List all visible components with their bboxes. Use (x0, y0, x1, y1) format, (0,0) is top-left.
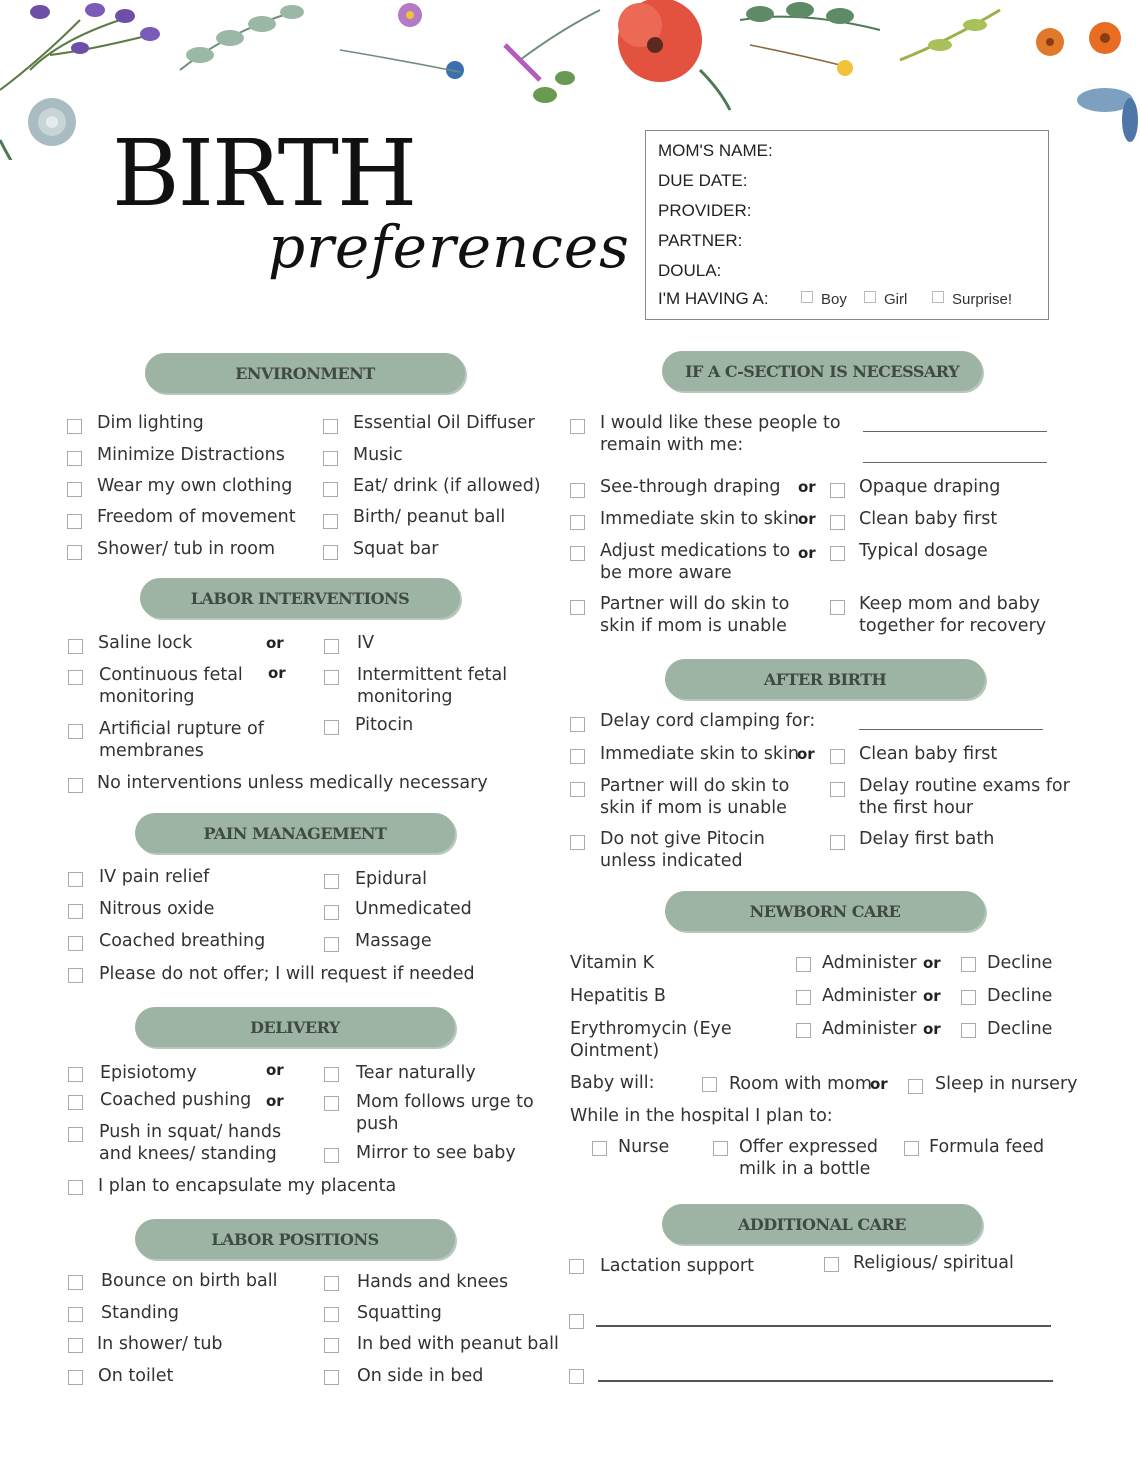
keep-together-checkbox[interactable] (830, 600, 845, 615)
eat-drink-checkbox[interactable] (323, 482, 338, 497)
vitamin-k-administer-label: Administer (822, 953, 917, 973)
hepatitis-b-administer-label: Administer (822, 986, 917, 1006)
hepatitis-b-decline-label: Decline (987, 986, 1053, 1006)
cs-clean-baby-label: Clean baby first (859, 509, 998, 529)
im-having-label: I'M HAVING A: (658, 289, 769, 308)
do-not-offer-checkbox[interactable] (68, 968, 83, 983)
erythromycin-decline-label: Decline (987, 1019, 1053, 1039)
purple-flowers-icon (0, 3, 160, 90)
boy-checkbox[interactable] (801, 291, 813, 303)
provider-label: PROVIDER: (658, 201, 752, 220)
opaque-draping-label: Opaque draping (859, 477, 1001, 497)
own-clothing-checkbox[interactable] (67, 482, 82, 497)
girl-option[interactable]: Girl (864, 291, 907, 308)
tear-naturally-checkbox[interactable] (324, 1067, 339, 1082)
cs-skin-to-skin-label: Immediate skin to skin (600, 509, 800, 529)
toilet-checkbox[interactable] (68, 1370, 83, 1385)
partner-label: PARTNER: (658, 231, 743, 250)
ab-clean-baby-checkbox[interactable] (830, 749, 845, 764)
typical-dosage-checkbox[interactable] (830, 546, 845, 561)
surprise-option[interactable]: Surprise! (932, 291, 1012, 308)
hepatitis-b-decline-checkbox[interactable] (961, 990, 976, 1005)
or-label: or (923, 987, 941, 1005)
environment-heading: ENVIRONMENT (145, 353, 465, 393)
standing-label: Standing (101, 1303, 179, 1323)
shower-tub-checkbox[interactable] (67, 545, 82, 560)
ab-skin-to-skin-checkbox[interactable] (570, 749, 585, 764)
adjust-medications-label: Adjust medications to be more aware (600, 541, 791, 583)
lactation-support-label: Lactation support (600, 1256, 754, 1276)
people-remain-label: I would like these people to remain with me: (600, 413, 841, 455)
surprise-checkbox[interactable] (932, 291, 944, 303)
urge-to-push-checkbox[interactable] (324, 1096, 339, 1111)
doula-label: DOULA: (658, 261, 722, 280)
hands-knees-checkbox[interactable] (324, 1276, 339, 1291)
poppy-icon (618, 0, 730, 110)
boy-option[interactable]: Boy (801, 291, 847, 308)
delay-cord-line[interactable] (859, 729, 1043, 730)
or-label: or (797, 745, 815, 763)
episiotomy-label: Episiotomy (100, 1063, 197, 1083)
or-label: or (798, 478, 816, 496)
adjust-medications-checkbox[interactable] (570, 546, 585, 561)
or-label: or (923, 1020, 941, 1038)
push-squat-label: Push in squat/ hands and knees/ standing (99, 1122, 282, 1164)
intermittent-monitoring-checkbox[interactable] (324, 670, 339, 685)
religious-spiritual-label: Religious/ spiritual (853, 1253, 1014, 1273)
ab-clean-baby-label: Clean baby first (859, 744, 998, 764)
own-clothing-label: Wear my own clothing (97, 476, 293, 496)
erythromycin-label: Erythromycin (Eye Ointment) (570, 1019, 732, 1061)
delay-cord-label: Delay cord clamping for: (600, 711, 816, 731)
hands-knees-label: Hands and knees (357, 1272, 509, 1292)
vitamin-k-decline-checkbox[interactable] (961, 957, 976, 972)
rupture-membranes-checkbox[interactable] (68, 724, 83, 739)
or-label: or (798, 544, 816, 562)
squatting-label: Squatting (357, 1303, 442, 1323)
or-label: or (923, 954, 941, 972)
delay-cord-checkbox[interactable] (570, 717, 585, 732)
see-through-draping-label: See-through draping (600, 477, 781, 497)
squat-bar-checkbox[interactable] (323, 545, 338, 560)
girl-checkbox[interactable] (864, 291, 876, 303)
keep-together-label: Keep mom and baby together for recovery (859, 594, 1047, 636)
saline-lock-checkbox[interactable] (68, 639, 83, 654)
iv-pain-relief-label: IV pain relief (99, 867, 210, 887)
bed-peanut-ball-label: In bed with peanut ball (357, 1334, 559, 1354)
wildflower-icon (340, 3, 540, 80)
or-label: or (266, 1092, 284, 1110)
pain-management-heading: PAIN MANAGEMENT (135, 813, 455, 853)
saline-lock-label: Saline lock (98, 633, 193, 653)
sleep-in-nursery-label: Sleep in nursery (935, 1074, 1078, 1094)
c-section-heading: IF A C-SECTION IS NECESSARY (662, 351, 982, 391)
ab-partner-skin-checkbox[interactable] (570, 782, 585, 797)
peanut-ball-label: Birth/ peanut ball (353, 507, 506, 527)
unmedicated-checkbox[interactable] (324, 905, 339, 920)
typical-dosage-label: Typical dosage (859, 541, 988, 561)
delay-bath-label: Delay first bath (859, 829, 995, 849)
delivery-heading: DELIVERY (135, 1007, 455, 1047)
nurse-label: Nurse (618, 1137, 670, 1157)
moms-name-label: MOM'S NAME: (658, 141, 773, 160)
room-with-mom-label: Room with mom (729, 1074, 872, 1094)
hospital-plan-label: While in the hospital I plan to: (570, 1106, 833, 1126)
page-title: BIRTH (112, 120, 416, 227)
people-line-1[interactable] (863, 431, 1047, 432)
cs-partner-skin-label: Partner will do skin to skin if mom is unable (600, 594, 790, 636)
ab-skin-to-skin-label: Immediate skin to skin (600, 744, 800, 764)
eucalyptus-icon (180, 5, 600, 103)
birth-ball-checkbox[interactable] (68, 1275, 83, 1290)
rupture-membranes-label: Artificial rupture of membranes (99, 719, 264, 761)
intermittent-monitoring-label: Intermittent fetal monitoring (357, 665, 508, 707)
iv-label: IV (357, 633, 375, 653)
or-label: or (266, 1061, 284, 1079)
people-remain-checkbox[interactable] (570, 419, 585, 434)
epidural-checkbox[interactable] (324, 874, 339, 889)
massage-label: Massage (355, 931, 432, 951)
leafy-stem-icon (740, 2, 880, 76)
labor-positions-heading: LABOR POSITIONS (135, 1219, 455, 1259)
freedom-movement-checkbox[interactable] (67, 514, 82, 529)
coached-breathing-checkbox[interactable] (68, 936, 83, 951)
labor-interventions-heading: LABOR INTERVENTIONS (140, 578, 460, 618)
mirror-checkbox[interactable] (324, 1148, 339, 1163)
unmedicated-label: Unmedicated (355, 899, 472, 919)
bed-peanut-ball-checkbox[interactable] (324, 1338, 339, 1353)
opaque-draping-checkbox[interactable] (830, 483, 845, 498)
sleep-in-nursery-checkbox[interactable] (908, 1079, 923, 1094)
erythromycin-administer-checkbox[interactable] (796, 1023, 811, 1038)
custom-item-2-checkbox[interactable] (569, 1369, 584, 1384)
pitocin-checkbox[interactable] (324, 720, 339, 735)
coached-pushing-checkbox[interactable] (68, 1095, 83, 1110)
oil-diffuser-label: Essential Oil Diffuser (353, 413, 535, 433)
page-subtitle: preferences (268, 213, 630, 281)
birth-ball-label: Bounce on birth ball (101, 1271, 278, 1291)
newborn-care-heading: NEWBORN CARE (665, 891, 985, 931)
see-through-draping-checkbox[interactable] (570, 483, 585, 498)
hepatitis-b-label: Hepatitis B (570, 986, 666, 1006)
urge-to-push-label: Mom follows urge to push (356, 1092, 534, 1134)
or-label: or (798, 510, 816, 528)
standing-checkbox[interactable] (68, 1307, 83, 1322)
encapsulate-placenta-checkbox[interactable] (68, 1180, 83, 1195)
vitamin-k-administer-checkbox[interactable] (796, 957, 811, 972)
erythromycin-decline-checkbox[interactable] (961, 1023, 976, 1038)
ab-partner-skin-label: Partner will do skin to skin if mom is unable (600, 776, 790, 818)
pitocin-label: Pitocin (355, 715, 414, 735)
minimize-distractions-label: Minimize Distractions (97, 445, 285, 465)
cs-partner-skin-checkbox[interactable] (570, 600, 585, 615)
vitamin-k-decline-label: Decline (987, 953, 1053, 973)
expressed-milk-checkbox[interactable] (713, 1141, 728, 1156)
custom-item-1-checkbox[interactable] (569, 1314, 584, 1329)
mom-info-box (645, 130, 1049, 320)
erythromycin-administer-label: Administer (822, 1019, 917, 1039)
continuous-monitoring-label: Continuous fetal monitoring (99, 665, 243, 707)
delay-exams-checkbox[interactable] (830, 782, 845, 797)
tear-naturally-label: Tear naturally (356, 1063, 476, 1083)
no-interventions-checkbox[interactable] (68, 778, 83, 793)
lactation-support-checkbox[interactable] (569, 1259, 584, 1274)
additional-care-heading: ADDITIONAL CARE (662, 1204, 982, 1244)
no-interventions-label: No interventions unless medically necessary (97, 773, 488, 793)
massage-checkbox[interactable] (324, 937, 339, 952)
iv-checkbox[interactable] (324, 639, 339, 654)
custom-item-2-line[interactable] (598, 1380, 1053, 1382)
vitamin-k-label: Vitamin K (570, 953, 655, 973)
people-line-2[interactable] (863, 462, 1047, 463)
no-pitocin-label: Do not give Pitocin unless indicated (600, 829, 765, 871)
room-with-mom-checkbox[interactable] (702, 1077, 717, 1092)
eat-drink-label: Eat/ drink (if allowed) (353, 476, 541, 496)
or-label: or (268, 664, 286, 682)
coached-pushing-label: Coached pushing (100, 1090, 252, 1110)
custom-item-1-line[interactable] (596, 1325, 1051, 1327)
oil-diffuser-checkbox[interactable] (323, 419, 338, 434)
shower-position-checkbox[interactable] (68, 1338, 83, 1353)
succulent-icon (28, 98, 76, 146)
orange-flowers-icon (900, 10, 1121, 60)
side-in-bed-checkbox[interactable] (324, 1370, 339, 1385)
delay-exams-label: Delay routine exams for the first hour (859, 776, 1070, 818)
nitrous-oxide-checkbox[interactable] (68, 904, 83, 919)
expressed-milk-label: Offer expressed milk in a bottle (739, 1137, 878, 1179)
due-date-label: DUE DATE: (658, 171, 748, 190)
religious-spiritual-checkbox[interactable] (824, 1257, 839, 1272)
do-not-offer-label: Please do not offer; I will request if needed (99, 964, 475, 984)
dim-lighting-label: Dim lighting (97, 413, 204, 433)
epidural-label: Epidural (355, 869, 428, 889)
baby-will-label: Baby will: (570, 1073, 655, 1093)
music-checkbox[interactable] (323, 451, 338, 466)
blue-flower-icon (1077, 88, 1138, 142)
or-label: or (266, 634, 284, 652)
music-label: Music (353, 445, 403, 465)
minimize-distractions-checkbox[interactable] (67, 451, 82, 466)
squat-bar-label: Squat bar (353, 539, 439, 559)
freedom-movement-label: Freedom of movement (97, 507, 296, 527)
shower-position-label: In shower/ tub (97, 1334, 223, 1354)
iv-pain-relief-checkbox[interactable] (68, 872, 83, 887)
delay-bath-checkbox[interactable] (830, 835, 845, 850)
cs-skin-to-skin-checkbox[interactable] (570, 515, 585, 530)
nurse-checkbox[interactable] (592, 1141, 607, 1156)
coached-breathing-label: Coached breathing (99, 931, 266, 951)
shower-tub-label: Shower/ tub in room (97, 539, 276, 559)
peanut-ball-checkbox[interactable] (323, 514, 338, 529)
mirror-label: Mirror to see baby (356, 1143, 516, 1163)
cs-clean-baby-checkbox[interactable] (830, 515, 845, 530)
continuous-monitoring-checkbox[interactable] (68, 670, 83, 685)
hepatitis-b-administer-checkbox[interactable] (796, 990, 811, 1005)
squatting-checkbox[interactable] (324, 1307, 339, 1322)
nitrous-oxide-label: Nitrous oxide (99, 899, 215, 919)
toilet-label: On toilet (98, 1366, 174, 1386)
push-squat-checkbox[interactable] (68, 1127, 83, 1142)
no-pitocin-checkbox[interactable] (570, 835, 585, 850)
side-in-bed-label: On side in bed (357, 1366, 484, 1386)
encapsulate-placenta-label: I plan to encapsulate my placenta (98, 1176, 397, 1196)
formula-feed-label: Formula feed (929, 1137, 1045, 1157)
dim-lighting-checkbox[interactable] (67, 419, 82, 434)
episiotomy-checkbox[interactable] (68, 1067, 83, 1082)
formula-feed-checkbox[interactable] (904, 1141, 919, 1156)
or-label: or (870, 1075, 888, 1093)
after-birth-heading: AFTER BIRTH (665, 659, 985, 699)
